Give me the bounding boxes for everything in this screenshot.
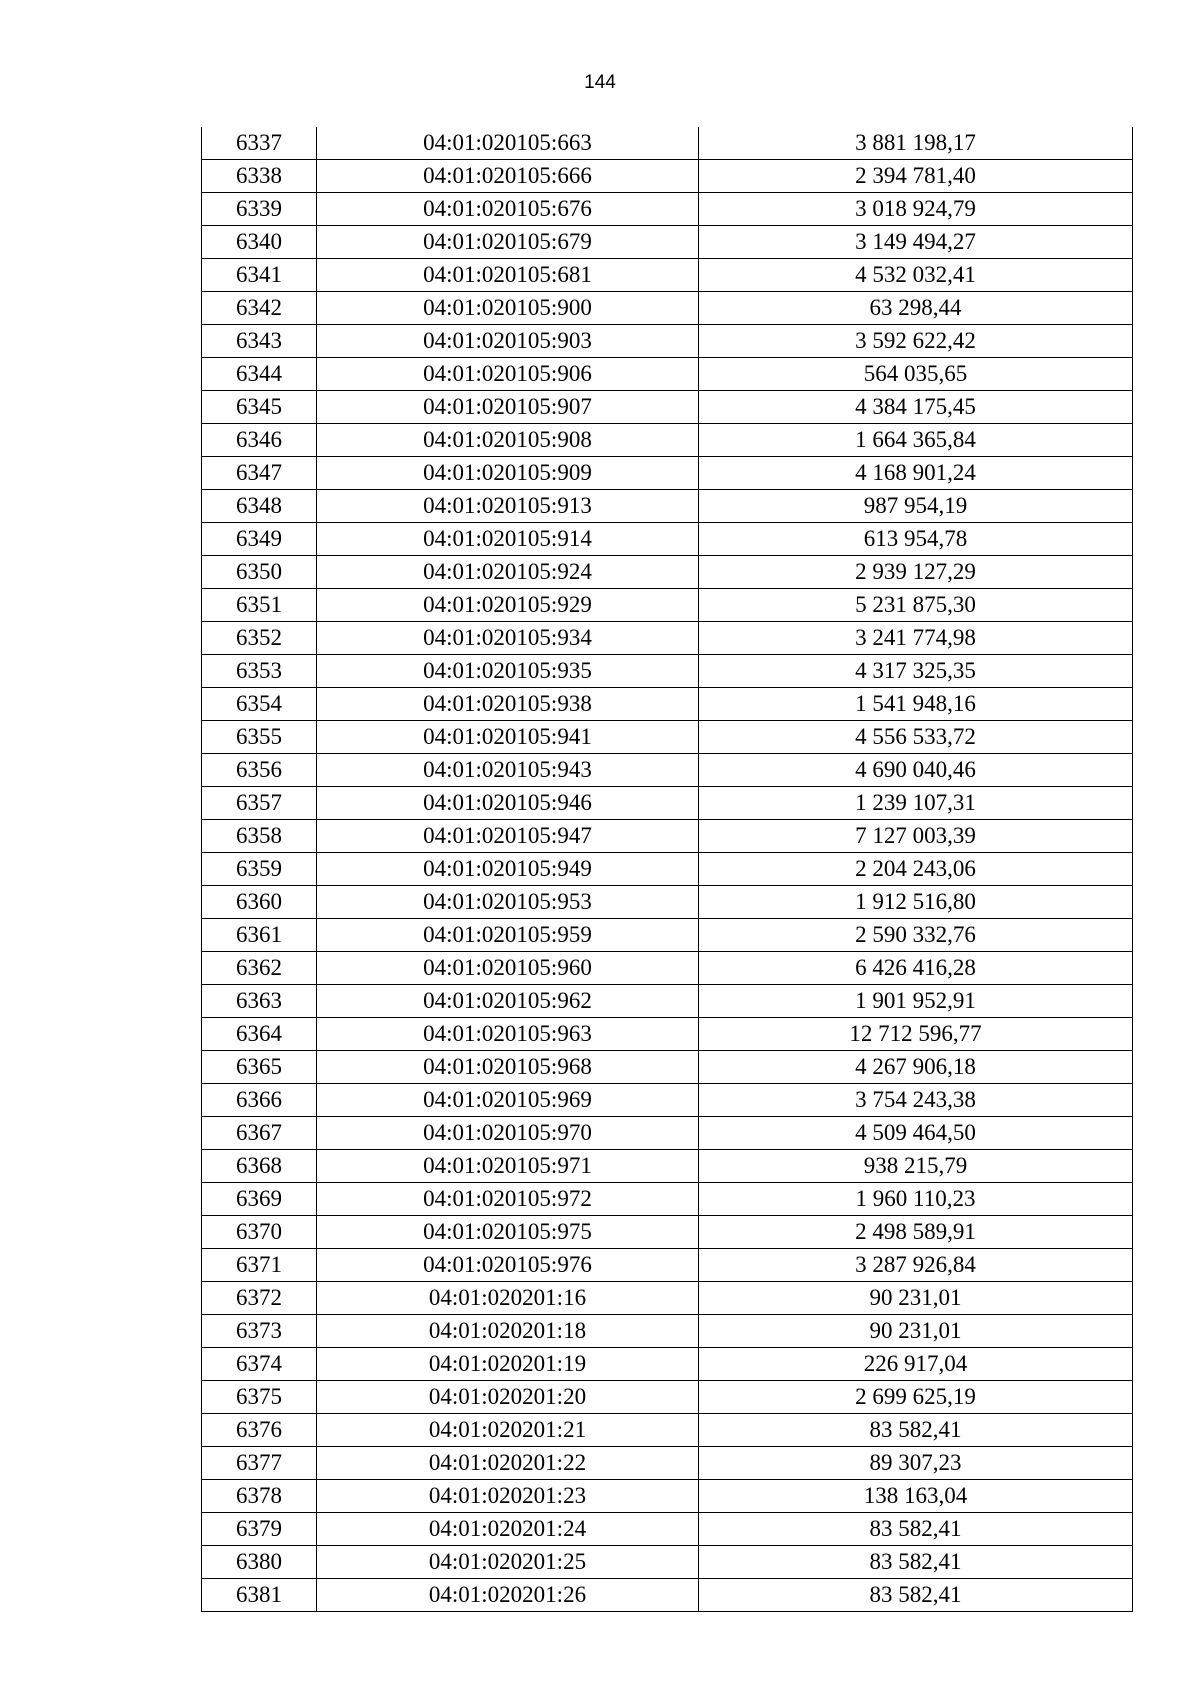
cadastral-number-cell: 04:01:020105:906 [317, 358, 699, 391]
table-row [202, 1447, 1133, 1480]
row-number-cell: 6337 [202, 127, 317, 160]
cadastral-number-cell: 04:01:020105:914 [317, 523, 699, 556]
value-cell: 3 881 198,17 [699, 127, 1133, 160]
cadastral-number-cell: 04:01:020105:975 [317, 1216, 699, 1249]
value-cell: 3 149 494,27 [699, 226, 1133, 259]
row-number-cell: 6379 [202, 1513, 317, 1546]
table-row [202, 1579, 1133, 1612]
value-cell: 63 298,44 [699, 292, 1133, 325]
value-cell: 7 127 003,39 [699, 820, 1133, 853]
value-cell: 2 590 332,76 [699, 919, 1133, 952]
table-row [202, 754, 1133, 787]
row-number-cell: 6362 [202, 952, 317, 985]
row-number-cell: 6373 [202, 1315, 317, 1348]
value-cell: 3 241 774,98 [699, 622, 1133, 655]
table-row [202, 490, 1133, 523]
row-number-cell: 6360 [202, 886, 317, 919]
value-cell: 3 754 243,38 [699, 1084, 1133, 1117]
row-number-cell: 6351 [202, 589, 317, 622]
value-cell: 4 384 175,45 [699, 391, 1133, 424]
table-row [202, 787, 1133, 820]
cadastral-number-cell: 04:01:020105:913 [317, 490, 699, 523]
cadastral-number-cell: 04:01:020105:971 [317, 1150, 699, 1183]
table-row [202, 853, 1133, 886]
value-cell: 2 699 625,19 [699, 1381, 1133, 1414]
value-cell: 4 509 464,50 [699, 1117, 1133, 1150]
cadastral-number-cell: 04:01:020105:946 [317, 787, 699, 820]
value-cell: 6 426 416,28 [699, 952, 1133, 985]
value-cell: 83 582,41 [699, 1546, 1133, 1579]
cadastral-number-cell: 04:01:020105:976 [317, 1249, 699, 1282]
value-cell: 3 287 926,84 [699, 1249, 1133, 1282]
value-cell: 83 582,41 [699, 1579, 1133, 1612]
table-row [202, 358, 1133, 391]
value-cell: 4 690 040,46 [699, 754, 1133, 787]
table-row [202, 160, 1133, 193]
cadastral-number-cell: 04:01:020105:972 [317, 1183, 699, 1216]
row-number-cell: 6352 [202, 622, 317, 655]
table-row [202, 1348, 1133, 1381]
table-row [202, 688, 1133, 721]
row-number-cell: 6345 [202, 391, 317, 424]
cadastral-number-cell: 04:01:020105:963 [317, 1018, 699, 1051]
value-cell: 2 394 781,40 [699, 160, 1133, 193]
cadastral-number-cell: 04:01:020201:26 [317, 1579, 699, 1612]
value-cell: 90 231,01 [699, 1315, 1133, 1348]
table-row [202, 556, 1133, 589]
cadastral-number-cell: 04:01:020201:18 [317, 1315, 699, 1348]
cadastral-number-cell: 04:01:020201:25 [317, 1546, 699, 1579]
cadastral-number-cell: 04:01:020105:959 [317, 919, 699, 952]
value-cell: 83 582,41 [699, 1414, 1133, 1447]
row-number-cell: 6376 [202, 1414, 317, 1447]
table-row [202, 523, 1133, 556]
cadastral-number-cell: 04:01:020105:970 [317, 1117, 699, 1150]
table-row [202, 1315, 1133, 1348]
value-cell: 2 204 243,06 [699, 853, 1133, 886]
cadastral-number-cell: 04:01:020201:19 [317, 1348, 699, 1381]
row-number-cell: 6356 [202, 754, 317, 787]
row-number-cell: 6354 [202, 688, 317, 721]
cadastral-number-cell: 04:01:020105:666 [317, 160, 699, 193]
table-row [202, 1282, 1133, 1315]
cadastral-number-cell: 04:01:020201:22 [317, 1447, 699, 1480]
cadastral-number-cell: 04:01:020201:16 [317, 1282, 699, 1315]
value-cell: 138 163,04 [699, 1480, 1133, 1513]
table-row [202, 1513, 1133, 1546]
cadastral-number-cell: 04:01:020105:929 [317, 589, 699, 622]
table-row [202, 424, 1133, 457]
value-cell: 564 035,65 [699, 358, 1133, 391]
row-number-cell: 6343 [202, 325, 317, 358]
value-cell: 1 239 107,31 [699, 787, 1133, 820]
value-cell: 5 231 875,30 [699, 589, 1133, 622]
table-row [202, 292, 1133, 325]
value-cell: 90 231,01 [699, 1282, 1133, 1315]
cadastral-number-cell: 04:01:020105:676 [317, 193, 699, 226]
row-number-cell: 6339 [202, 193, 317, 226]
cadastral-number-cell: 04:01:020201:24 [317, 1513, 699, 1546]
row-number-cell: 6358 [202, 820, 317, 853]
table-row [202, 1249, 1133, 1282]
cadastral-number-cell: 04:01:020105:909 [317, 457, 699, 490]
value-cell: 1 664 365,84 [699, 424, 1133, 457]
cadastral-number-cell: 04:01:020105:924 [317, 556, 699, 589]
cadastral-number-cell: 04:01:020105:663 [317, 127, 699, 160]
value-cell: 4 532 032,41 [699, 259, 1133, 292]
row-number-cell: 6348 [202, 490, 317, 523]
table-row [202, 193, 1133, 226]
row-number-cell: 6380 [202, 1546, 317, 1579]
cadastral-number-cell: 04:01:020105:679 [317, 226, 699, 259]
cadastral-number-cell: 04:01:020201:21 [317, 1414, 699, 1447]
cadastral-number-cell: 04:01:020105:934 [317, 622, 699, 655]
table-row [202, 985, 1133, 1018]
table-row [202, 1150, 1133, 1183]
row-number-cell: 6364 [202, 1018, 317, 1051]
row-number-cell: 6377 [202, 1447, 317, 1480]
row-number-cell: 6359 [202, 853, 317, 886]
row-number-cell: 6349 [202, 523, 317, 556]
cadastral-number-cell: 04:01:020105:962 [317, 985, 699, 1018]
row-number-cell: 6367 [202, 1117, 317, 1150]
table-row [202, 1084, 1133, 1117]
cadastral-number-cell: 04:01:020105:681 [317, 259, 699, 292]
row-number-cell: 6378 [202, 1480, 317, 1513]
cadastral-number-cell: 04:01:020105:960 [317, 952, 699, 985]
value-cell: 1 541 948,16 [699, 688, 1133, 721]
cadastral-number-cell: 04:01:020105:908 [317, 424, 699, 457]
table-row [202, 919, 1133, 952]
row-number-cell: 6346 [202, 424, 317, 457]
value-cell: 89 307,23 [699, 1447, 1133, 1480]
row-number-cell: 6361 [202, 919, 317, 952]
value-cell: 226 917,04 [699, 1348, 1133, 1381]
value-cell: 12 712 596,77 [699, 1018, 1133, 1051]
table-row [202, 952, 1133, 985]
value-cell: 2 498 589,91 [699, 1216, 1133, 1249]
value-cell: 4 267 906,18 [699, 1051, 1133, 1084]
row-number-cell: 6347 [202, 457, 317, 490]
row-number-cell: 6341 [202, 259, 317, 292]
table-row [202, 1117, 1133, 1150]
row-number-cell: 6353 [202, 655, 317, 688]
value-cell: 3 592 622,42 [699, 325, 1133, 358]
cadastral-number-cell: 04:01:020105:903 [317, 325, 699, 358]
cadastral-number-cell: 04:01:020105:941 [317, 721, 699, 754]
table-row [202, 622, 1133, 655]
table-row [202, 325, 1133, 358]
row-number-cell: 6365 [202, 1051, 317, 1084]
table-body [202, 127, 1133, 1612]
table-row [202, 655, 1133, 688]
table-row [202, 259, 1133, 292]
cadastral-number-cell: 04:01:020105:907 [317, 391, 699, 424]
value-cell: 3 018 924,79 [699, 193, 1133, 226]
table-row [202, 1051, 1133, 1084]
table-row [202, 1381, 1133, 1414]
row-number-cell: 6369 [202, 1183, 317, 1216]
value-cell: 4 317 325,35 [699, 655, 1133, 688]
value-cell: 1 901 952,91 [699, 985, 1133, 1018]
table-row [202, 1216, 1133, 1249]
cadastral-number-cell: 04:01:020105:969 [317, 1084, 699, 1117]
cadastral-number-cell: 04:01:020105:949 [317, 853, 699, 886]
table-row [202, 1018, 1133, 1051]
value-cell: 1 960 110,23 [699, 1183, 1133, 1216]
value-cell: 4 168 901,24 [699, 457, 1133, 490]
row-number-cell: 6355 [202, 721, 317, 754]
table-row [202, 1480, 1133, 1513]
value-cell: 83 582,41 [699, 1513, 1133, 1546]
row-number-cell: 6338 [202, 160, 317, 193]
table-row [202, 391, 1133, 424]
row-number-cell: 6342 [202, 292, 317, 325]
row-number-cell: 6381 [202, 1579, 317, 1612]
table-row [202, 457, 1133, 490]
table-row [202, 1546, 1133, 1579]
table-row [202, 886, 1133, 919]
row-number-cell: 6372 [202, 1282, 317, 1315]
cadastral-number-cell: 04:01:020105:935 [317, 655, 699, 688]
table-row [202, 589, 1133, 622]
row-number-cell: 6370 [202, 1216, 317, 1249]
table-row [202, 226, 1133, 259]
row-number-cell: 6368 [202, 1150, 317, 1183]
row-number-cell: 6375 [202, 1381, 317, 1414]
value-cell: 613 954,78 [699, 523, 1133, 556]
page-number: 144 [584, 72, 616, 93]
value-cell: 987 954,19 [699, 490, 1133, 523]
cadastral-number-cell: 04:01:020105:968 [317, 1051, 699, 1084]
value-cell: 2 939 127,29 [699, 556, 1133, 589]
cadastral-number-cell: 04:01:020201:23 [317, 1480, 699, 1513]
row-number-cell: 6340 [202, 226, 317, 259]
value-cell: 1 912 516,80 [699, 886, 1133, 919]
row-number-cell: 6366 [202, 1084, 317, 1117]
row-number-cell: 6363 [202, 985, 317, 1018]
row-number-cell: 6371 [202, 1249, 317, 1282]
table-row [202, 1183, 1133, 1216]
table-row [202, 721, 1133, 754]
table-row [202, 1414, 1133, 1447]
cadastral-number-cell: 04:01:020105:953 [317, 886, 699, 919]
row-number-cell: 6350 [202, 556, 317, 589]
table-row [202, 127, 1133, 160]
row-number-cell: 6374 [202, 1348, 317, 1381]
cadastral-number-cell: 04:01:020105:943 [317, 754, 699, 787]
cadastral-value-table [201, 127, 1133, 1612]
row-number-cell: 6357 [202, 787, 317, 820]
value-cell: 4 556 533,72 [699, 721, 1133, 754]
cadastral-number-cell: 04:01:020105:947 [317, 820, 699, 853]
cadastral-number-cell: 04:01:020105:900 [317, 292, 699, 325]
row-number-cell: 6344 [202, 358, 317, 391]
table-row [202, 820, 1133, 853]
value-cell: 938 215,79 [699, 1150, 1133, 1183]
cadastral-number-cell: 04:01:020105:938 [317, 688, 699, 721]
cadastral-number-cell: 04:01:020201:20 [317, 1381, 699, 1414]
